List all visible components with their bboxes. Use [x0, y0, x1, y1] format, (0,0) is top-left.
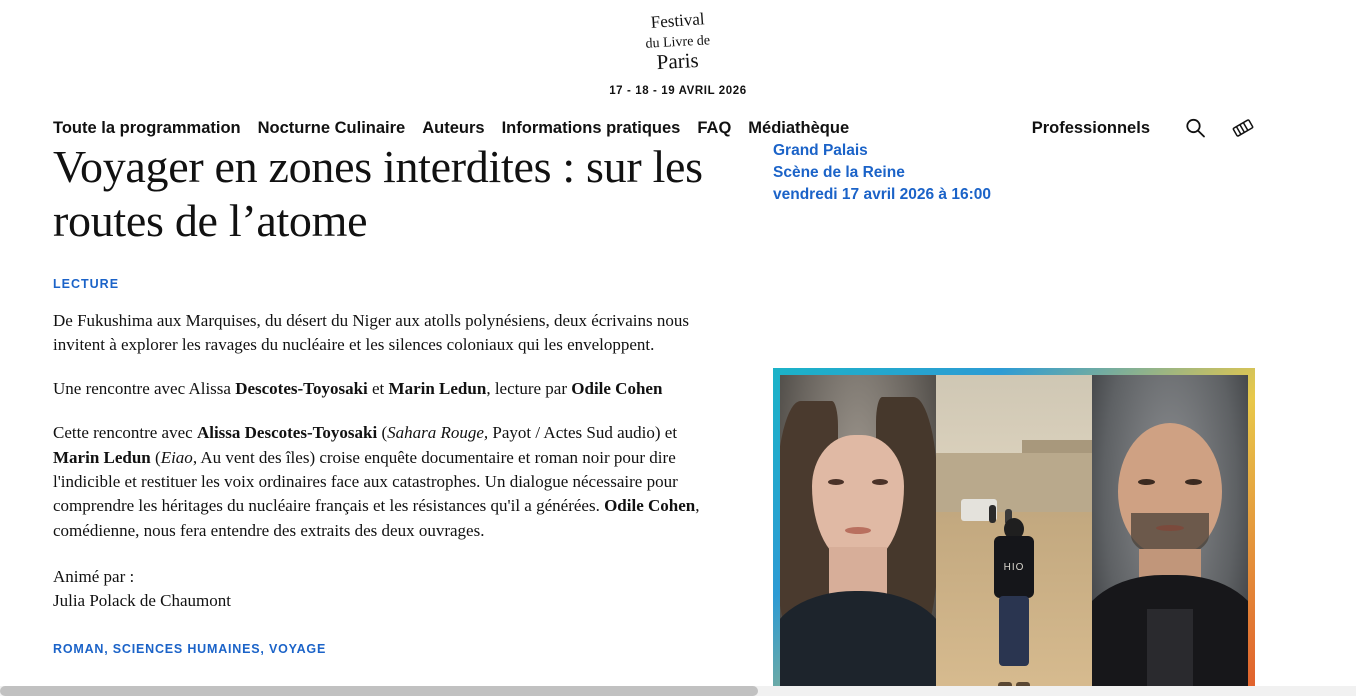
meeting-mid: et	[367, 379, 389, 399]
detail-author-3: Odile Cohen	[604, 496, 696, 516]
detail-author-1: Alissa Descotes-Toyosaki	[196, 423, 378, 443]
nav-item-auteurs[interactable]: Auteurs	[422, 119, 485, 137]
event-detail-paragraph	[53, 421, 713, 542]
desert-scene-photo	[936, 375, 1092, 696]
nav-item-informations-pratiques[interactable]: Informations pratiques	[501, 119, 681, 137]
search-icon[interactable]	[1182, 115, 1208, 141]
detail-text-5: , Au vent des îles) croise enquête documentaire et roman noir pour dire l'indicible et restituer les voix ordinaires face aux catastrophes. Un dialogue nécessaire pour comprendre les héritages du nucléaire français et les résistances qu'il a générées.	[53, 447, 678, 516]
meeting-reader: Odile Cohen	[571, 379, 663, 399]
page-title: Voyager en zones interdites : sur les routes de l’atome	[53, 141, 703, 247]
svg-text:Festival: Festival	[650, 9, 706, 32]
event-main-column	[53, 140, 713, 656]
detail-text-4: (	[150, 447, 161, 467]
detail-work-1: Sahara Rouge,	[387, 423, 489, 443]
venue-place: Grand Palais	[773, 142, 868, 159]
nav-item-nocturne-culinaire[interactable]: Nocturne Culinaire	[257, 119, 406, 137]
event-meeting-paragraph	[53, 377, 713, 401]
host-name: Julia Polack de Chaumont	[53, 591, 232, 611]
nav-item-programmation[interactable]: Toute la programmation	[53, 119, 241, 137]
meeting-author-1: Descotes-Toyosaki	[235, 379, 368, 399]
detail-text-3: Payot / Actes Sud audio) et	[488, 423, 678, 443]
event-venue-block	[773, 140, 1255, 206]
detail-text-1: Cette rencontre avec	[53, 423, 197, 443]
photo-overlay-text: HIO	[1003, 562, 1025, 574]
nav-primary-items	[53, 114, 849, 142]
event-photo-strip	[773, 368, 1255, 696]
portrait-photo-author-1	[780, 375, 936, 696]
horizontal-scrollbar-track[interactable]	[0, 686, 1356, 696]
event-intro-paragraph: De Fukushima aux Marquises, du désert du Niger aux atolls polynésiens, deux écrivains nous invitent à explorer les ravages du nucléaire et les silences coloniaux qui les enveloppent.	[53, 310, 689, 354]
nav-item-mediatheque[interactable]: Médiathèque	[748, 119, 850, 137]
horizontal-scrollbar-thumb[interactable]	[0, 686, 758, 696]
svg-text:Paris: Paris	[656, 47, 700, 74]
meeting-suffix: , lecture par	[486, 379, 572, 399]
detail-text-6: , comédienne, nous fera entendre des extraits des deux ouvrages.	[53, 496, 700, 540]
meeting-author-2: Marin Ledun	[388, 379, 487, 399]
site-logo-block[interactable]	[0, 8, 1356, 97]
venue-datetime: vendredi 17 avril 2026 à 16:00	[773, 186, 992, 203]
nav-item-professionnels[interactable]: Professionnels	[1031, 119, 1150, 137]
nav-secondary-items	[1032, 114, 1256, 142]
venue-stage: Scène de la Reine	[773, 164, 905, 181]
detail-work-2: Eiao	[160, 447, 193, 467]
detail-text-2: (	[377, 423, 388, 443]
nav-item-faq[interactable]: FAQ	[697, 119, 732, 137]
festival-dates: 17 - 18 - 19 AVRIL 2026	[609, 85, 747, 97]
svg-text:du Livre de: du Livre de	[645, 33, 711, 52]
event-aside-column	[773, 140, 1255, 574]
detail-author-2: Marin Ledun	[53, 447, 151, 467]
event-category-label[interactable]: LECTURE	[53, 276, 120, 291]
host-label: Animé par :	[53, 566, 135, 586]
ticket-icon[interactable]	[1230, 115, 1256, 141]
event-tags[interactable]: ROMAN, SCIENCES HUMAINES, VOYAGE	[53, 641, 327, 656]
portrait-photo-author-2	[1092, 375, 1248, 696]
festival-logo-icon[interactable]	[632, 8, 724, 74]
event-host-paragraph	[53, 565, 713, 614]
meeting-prefix: Une rencontre avec Alissa	[53, 379, 236, 399]
